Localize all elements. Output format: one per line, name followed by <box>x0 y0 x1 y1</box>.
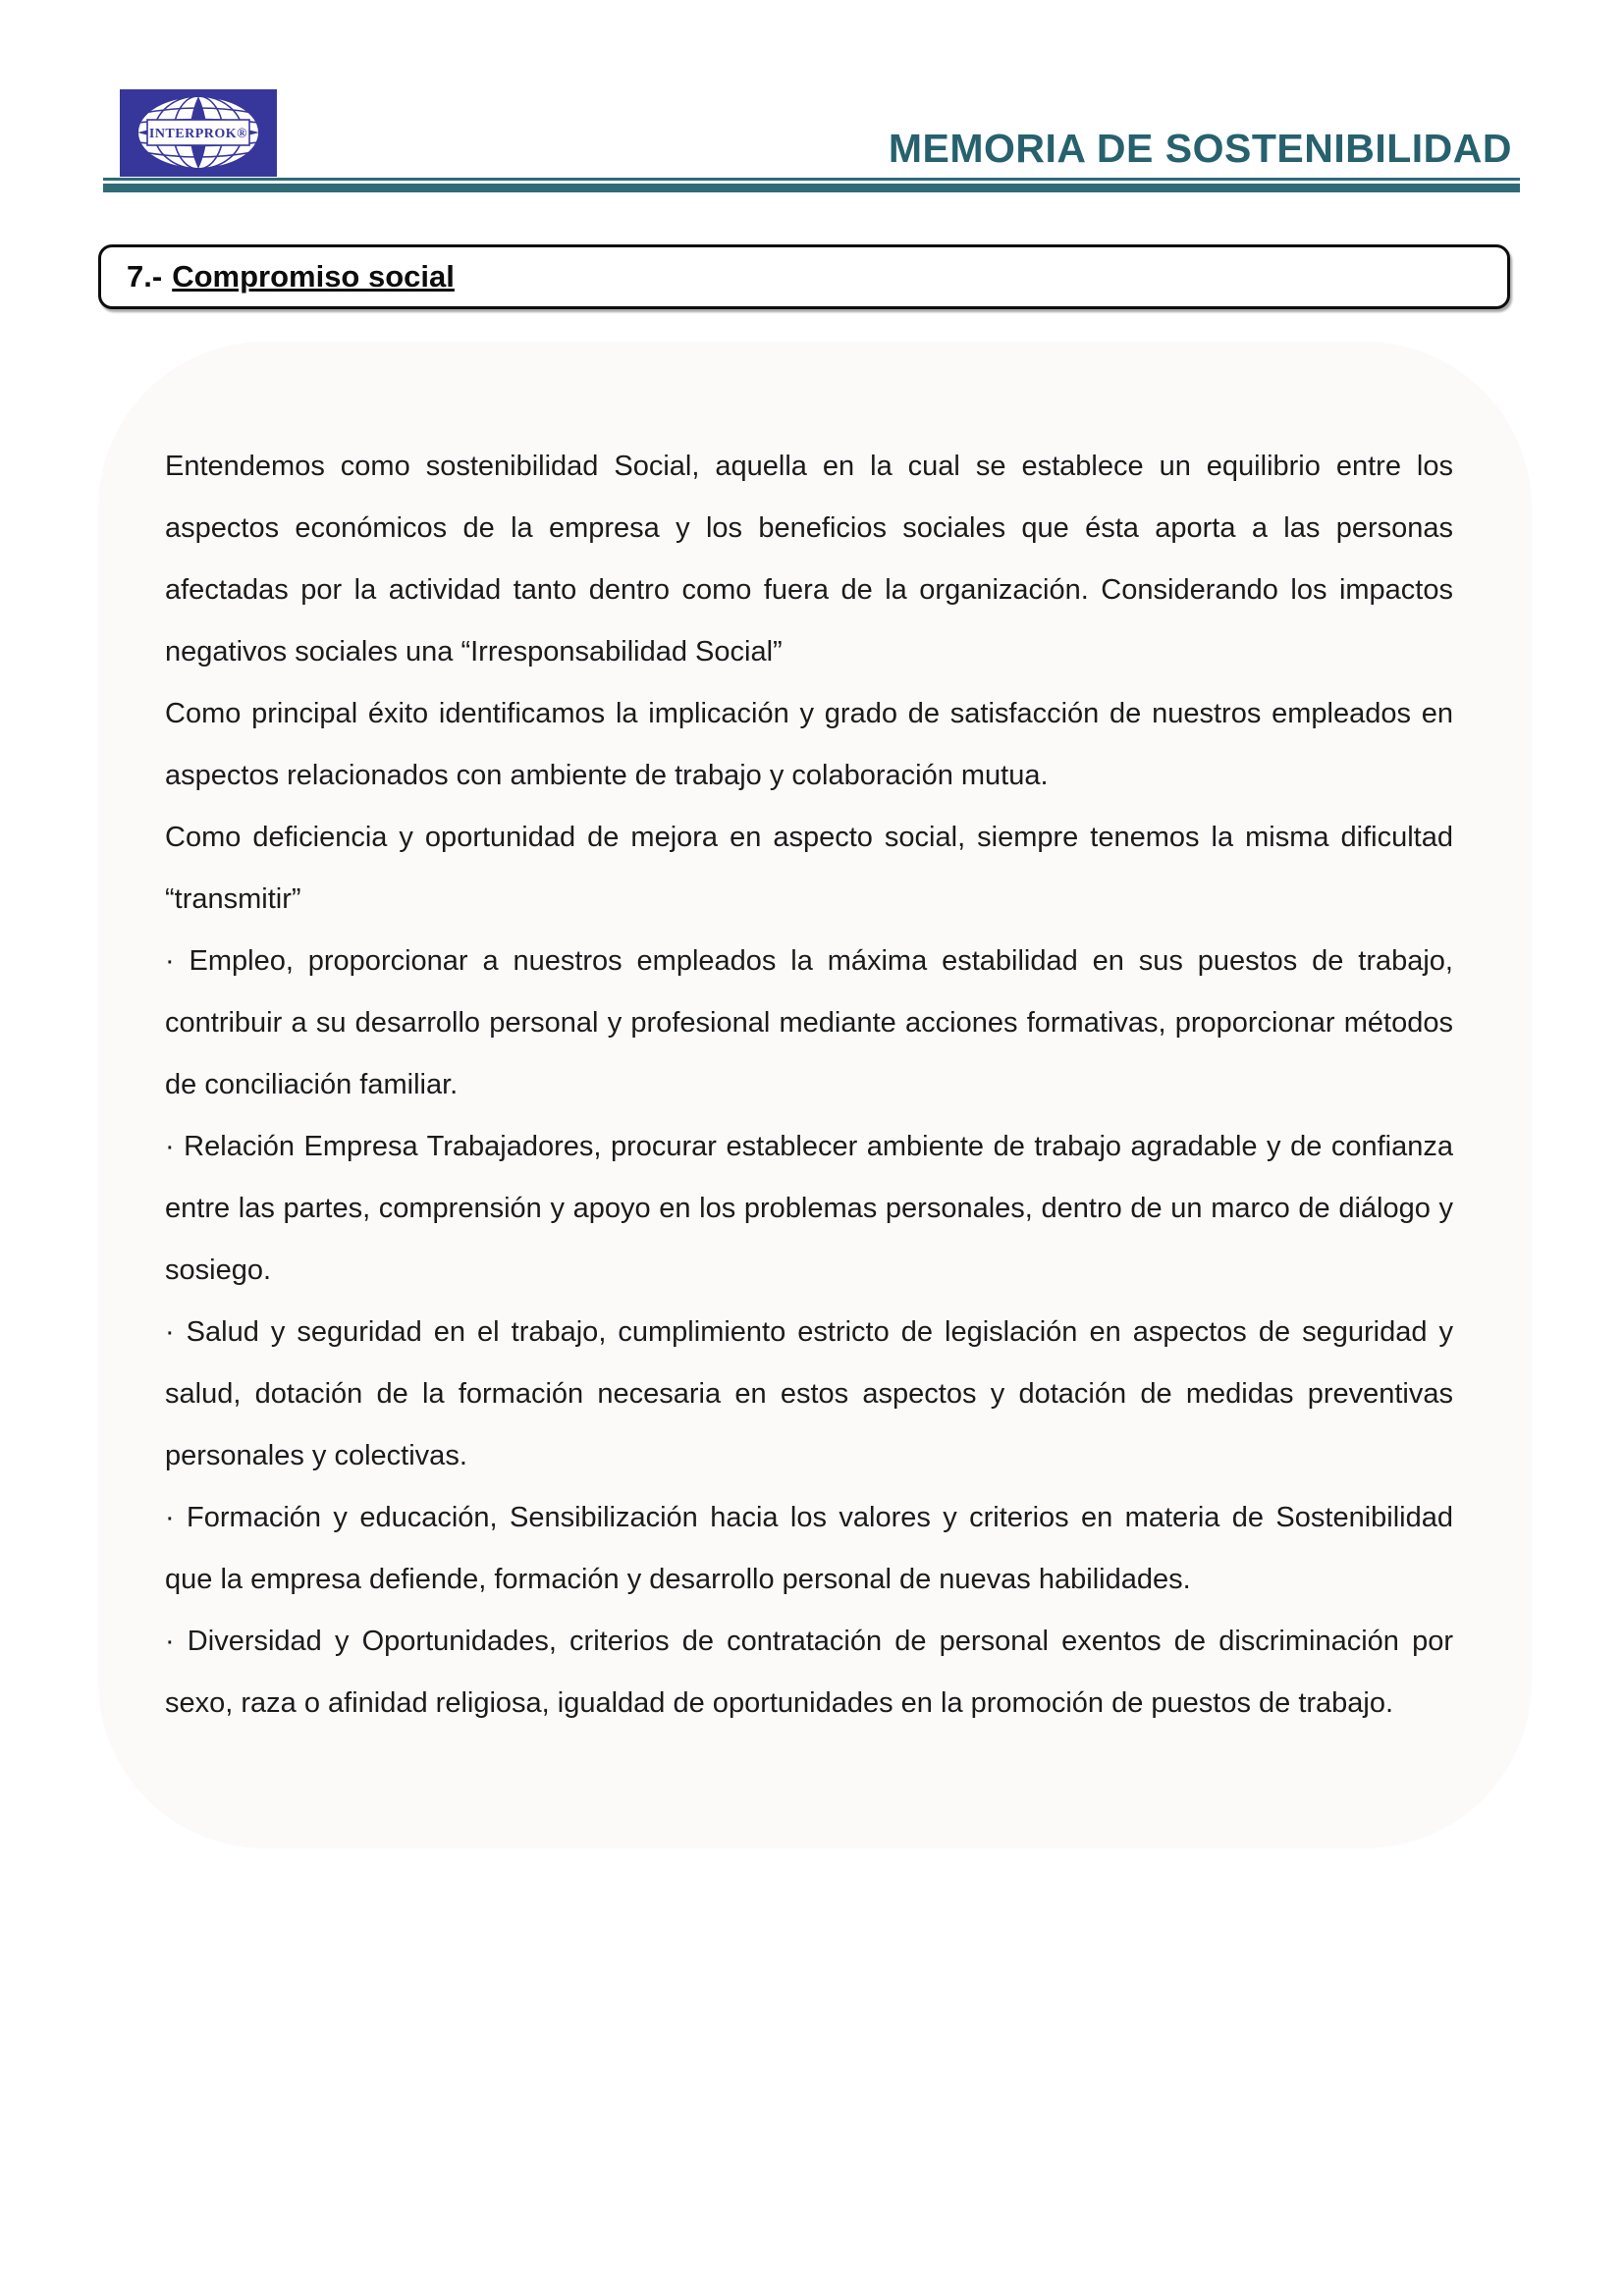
body-paragraph: · Salud y seguridad en el trabajo, cumplimiento estricto de legislación en aspectos de seguridad y salud, dotación de la formación necesaria en estos aspectos y dotación de medidas preventivas personales y colectivas. <box>165 1316 1453 1471</box>
body-paragraph: Como deficiencia y oportunidad de mejora en aspecto social, siempre tenemos la misma dificultad “transmitir” <box>165 822 1453 915</box>
interprok-logo <box>120 89 277 177</box>
globe-icon <box>120 89 277 177</box>
body-paragraph: Como principal éxito identificamos la implicación y grado de satisfacción de nuestros empleados en aspectos relacionados con ambiente de trabajo y colaboración mutua. <box>165 698 1453 791</box>
body-paragraph: · Formación y educación, Sensibilización hacia los valores y criterios en materia de Sostenibilidad que la empresa defiende, formación y desarrollo personal de nuevas habilidades. <box>165 1502 1453 1595</box>
section-number: 7.- <box>127 259 163 294</box>
body-paragraph: Entendemos como sostenibilidad Social, aquella en la cual se establece un equilibrio entre los aspectos económicos de la empresa y los beneficios sociales que ésta aporta a las personas afectadas por la actividad tanto dentro como fuera de la organización. Considerando los impactos negativos sociales una “Irresponsabilidad Social” <box>165 451 1453 667</box>
header-rule <box>103 178 1520 192</box>
section-heading-box <box>98 244 1510 309</box>
body-paragraph: · Empleo, proporcionar a nuestros empleados la máxima estabilidad en sus puestos de trabajo, contribuir a su desarrollo personal y profesional mediante acciones formativas, proporcionar métodos de conciliación familiar. <box>165 945 1453 1100</box>
body-paragraph: · Relación Empresa Trabajadores, procurar establecer ambiente de trabajo agradable y de confianza entre las partes, comprensión y apoyo en los problemas personales, dentro de un marco de diálogo y sosiego. <box>165 1131 1453 1286</box>
logo-text: INTERPROK® <box>148 127 248 141</box>
page-title: MEMORIA DE SOSTENIBILIDAD <box>888 126 1512 171</box>
content-panel <box>98 342 1532 1848</box>
section-title: Compromiso social <box>172 259 455 294</box>
body-text <box>98 342 1532 1735</box>
body-paragraph: · Diversidad y Oportunidades, criterios de contratación de personal exentos de discriminación por sexo, raza o afinidad religiosa, igualdad de oportunidades en la promoción de puestos de trabajo. <box>165 1626 1453 1719</box>
